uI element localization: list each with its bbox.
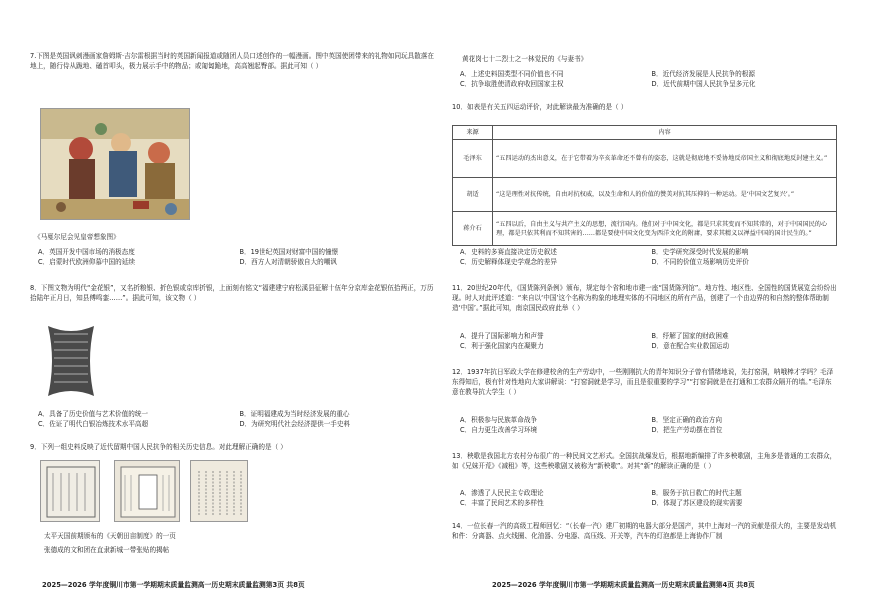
question-11 [452,284,837,314]
q8-option-b[interactable]: B．证明福建成为当时经济发展的重心 [239,410,350,418]
q9-option-b[interactable]: B．近代经济发展是人民抗争的根源 [651,70,755,78]
q10-option-c[interactable]: C．历史解释体现史学观念的差异 [460,257,557,266]
q9-option-a[interactable]: A．上述史料国类型不同价值也不同 [460,70,564,78]
q12-option-d[interactable]: D．把生产劳动摆在首位 [651,425,723,434]
question-8-options [30,410,435,430]
right-page [452,0,837,615]
q9-caption-line-1: 太平天国前期颁布的《天朝田亩制度》的一页 [44,532,176,540]
question-8 [30,284,435,304]
question-12 [452,368,837,398]
question-8-stem: 8．下图文物为明代“金花银”，又名折粮银、折色银或京库折银，上面刻有铭文“福建建宁府松溪县征解十伍年分京库金花银伍拾两正，万历拾陆年正月日，知县傅鸣銮……”。据此可知，该文物（ ） [30,284,434,302]
q10-option-a[interactable]: A．史料的多赛直接决定历史叙述 [460,248,557,256]
question-9-options [452,70,837,90]
q9-source-image-1 [40,460,100,522]
q8-option-d[interactable]: D．为研究明代社会经济提供一手史料 [239,419,351,428]
q9-option-d[interactable]: D．近代前期中国人民抗争呈多元化 [651,79,756,88]
question-7-options [30,248,435,268]
question-11-stem: 11．20世纪20年代，《国货陈列条例》颁布，规定每个省和地市建一座“国货陈列馆”。地方性、地区性、全国性的国货展览会纷纷出现。时人对此评述道：“来自以‘中国’这个名称为构象的地理实体的不同地区的所有产品，创建了一个由边界的和自然的整体帮助制造‘中国’。”据此可知，南京国民政府此举（ ） [452,284,837,312]
table-cell-source: 蒋介石 [453,212,493,246]
table-header-source: 来源 [453,126,493,140]
q10-source-table [452,125,837,246]
q10-option-b[interactable]: B．史学研究深受时代发展的影响 [651,248,749,256]
question-13-options [452,489,837,509]
table-cell-source: 毛泽东 [453,140,493,178]
q7-option-b[interactable]: B．19世纪英国对财富中国的憧憬 [239,248,339,256]
q11-option-a[interactable]: A．提升了国际影响力和声誉 [460,332,544,340]
table-row [453,178,837,212]
question-12-options [452,416,837,436]
q9-caption-line-2: 张德成的文和团在直隶新城一带张贴的揭帖 [44,546,170,554]
document-page-icon [41,461,100,522]
q9-source-image-2 [114,460,180,522]
table-cell-content: “这是理性对抗传统，自由对抗权威，以及生命和人的价值的赞美对抗其压抑的一种运动。是‘中国文艺复兴’。” [493,178,837,212]
q9-source-image-3 [190,460,248,522]
question-12-stem: 12．1937年抗日军政大学在修建校舍的生产劳动中，一些刚刚抗大的青年知识分子曾有情绪地说，先打窑洞，呐哦棒才学吗？毛泽东得知后，极有针对性地向大家讲解说：“打窑洞就是学习，而且是很重要的学习”“打窑洞就是在打通和工农群众隔开的墙。”毛泽东意在教导抗大学生（ ） [452,368,834,396]
question-7 [30,52,435,72]
right-page-footer: 2025—2026 学年度铜川市第一学期期末质量监测高一历史期末质量监测第4页 共8页 [492,581,755,589]
macartney-cartoon-image [40,108,190,220]
q11-option-b[interactable]: B．纾解了国家的财政困难 [651,332,729,340]
q10-option-d[interactable]: D．不同的价值立场影响历史评价 [651,257,749,266]
cartoon-illustration [41,109,190,220]
q12-option-a[interactable]: A．积极参与民族革命战争 [460,416,538,424]
right-top-line: 黄花岗七十二烈士之一林觉民的《与妻书》 [462,55,588,63]
table-cell-content: “五四运动的杰出意义，在于它带着为辛亥革命还不曾有的姿态，这就是彻底地不妥协地反帝国主义和彻底地反封建主义。” [493,140,837,178]
left-page [30,0,435,615]
q7-option-c[interactable]: C．启蒙时代欧洲仰慕中国的延续 [38,257,135,266]
q9-option-c[interactable]: C．抗争取胜使清政府收回国家主权 [460,79,564,88]
q11-option-c[interactable]: C．利于强化国家内在凝聚力 [460,341,544,350]
table-row [453,212,837,246]
table-header-row [453,126,837,140]
question-14-stem: 14．一位长春一汽的高级工程师回忆：“（长春一汽）建厂初期的电器大部分是国产，其中上海对一汽的贡献是很大的，主要是发动机和件：分离器、点火线圈、化油器、分电器、高压线、开关等，汽车的灯泡都是上海协作厂制 [452,522,837,540]
table-cell-content: “五四以后，自由主义与共产主义的思想，流行国内。他们对于中国文化，都是只求其变而不知其常的，对于中国国民的心理，都是只依其利而不知其害的……都是要使中国文化变为西洋文化的附庸，要求其精义以禅益中国的国计民生的。” [493,212,837,246]
question-7-caption: 《马戛尔尼会见皇帝想象图》 [34,233,120,241]
q13-option-a[interactable]: A．渗透了人民民主专政理论 [460,489,544,497]
table-header-content: 内容 [493,126,837,140]
question-10-options [452,248,837,268]
question-9 [30,443,435,453]
q13-option-d[interactable]: D．体现了苏区建设的现实需要 [651,498,743,507]
table-cell-source: 胡适 [453,178,493,212]
q12-option-c[interactable]: C．自力更生改善学习环境 [460,425,538,434]
question-13 [452,452,837,472]
silver-ingot-icon [40,322,102,400]
question-9-stem: 9．下列一组史料反映了近代留期中国人民抗争的相关历史信息。对此理解正确的是（ ） [30,443,287,451]
q11-option-d[interactable]: D．意在配合实业救国运动 [651,341,730,350]
q13-option-c[interactable]: C．丰富了民间艺术的多样性 [460,498,544,507]
question-14 [452,522,837,542]
table-row [453,140,837,178]
book-page-icon [115,461,180,522]
q7-option-d[interactable]: D．西方人对清朝骄傲自大的嘲讽 [239,257,337,266]
silver-ingot-image [40,322,102,400]
q8-option-c[interactable]: C．佐证了明代白银冶炼技术水平高超 [38,419,149,428]
handwritten-letter-icon [191,461,248,522]
question-11-options [452,332,837,352]
question-7-stem: 7.下图是英国讽刺漫画家詹姆斯·吉尔雷根据当时的英国新闻报道或随团人员口述创作的一幅漫画。图中英国使团带来的礼物如同玩具散落在地上，随行侍从跪地、磕首叩头，极力展示手中的物品；或匍匐跪地，高高翘起臀部。据此可知（ ） [30,52,435,70]
q13-option-b[interactable]: B．服务于抗日救亡的时代主题 [651,489,742,497]
q12-option-b[interactable]: B．坚定正确的政治方向 [651,416,722,424]
q8-option-a[interactable]: A．具备了历史价值与艺术价值的统一 [38,410,149,418]
question-10 [452,103,837,113]
q7-option-a[interactable]: A．英国开发中国市场的消极态度 [38,248,135,256]
question-13-stem: 13．秧歌是我国北方农村分布很广的一种民间文艺形式。全国抗战爆发后，根据地新编排了许多秧歌剧，主角多是普通的工农群众，如《兄妹开荒》《减租》等，这些秧歌剧又被称为“新秧歌”。对其“新”的解读正确的是（ ） [452,452,837,470]
question-10-stem: 10．如表是有关五四运动评价，对此解读最为准确的是（ ） [452,103,628,111]
left-page-footer: 2025—2026 学年度铜川市第一学期期末质量监测高一历史期末质量监测第3页 共8页 [42,581,305,589]
